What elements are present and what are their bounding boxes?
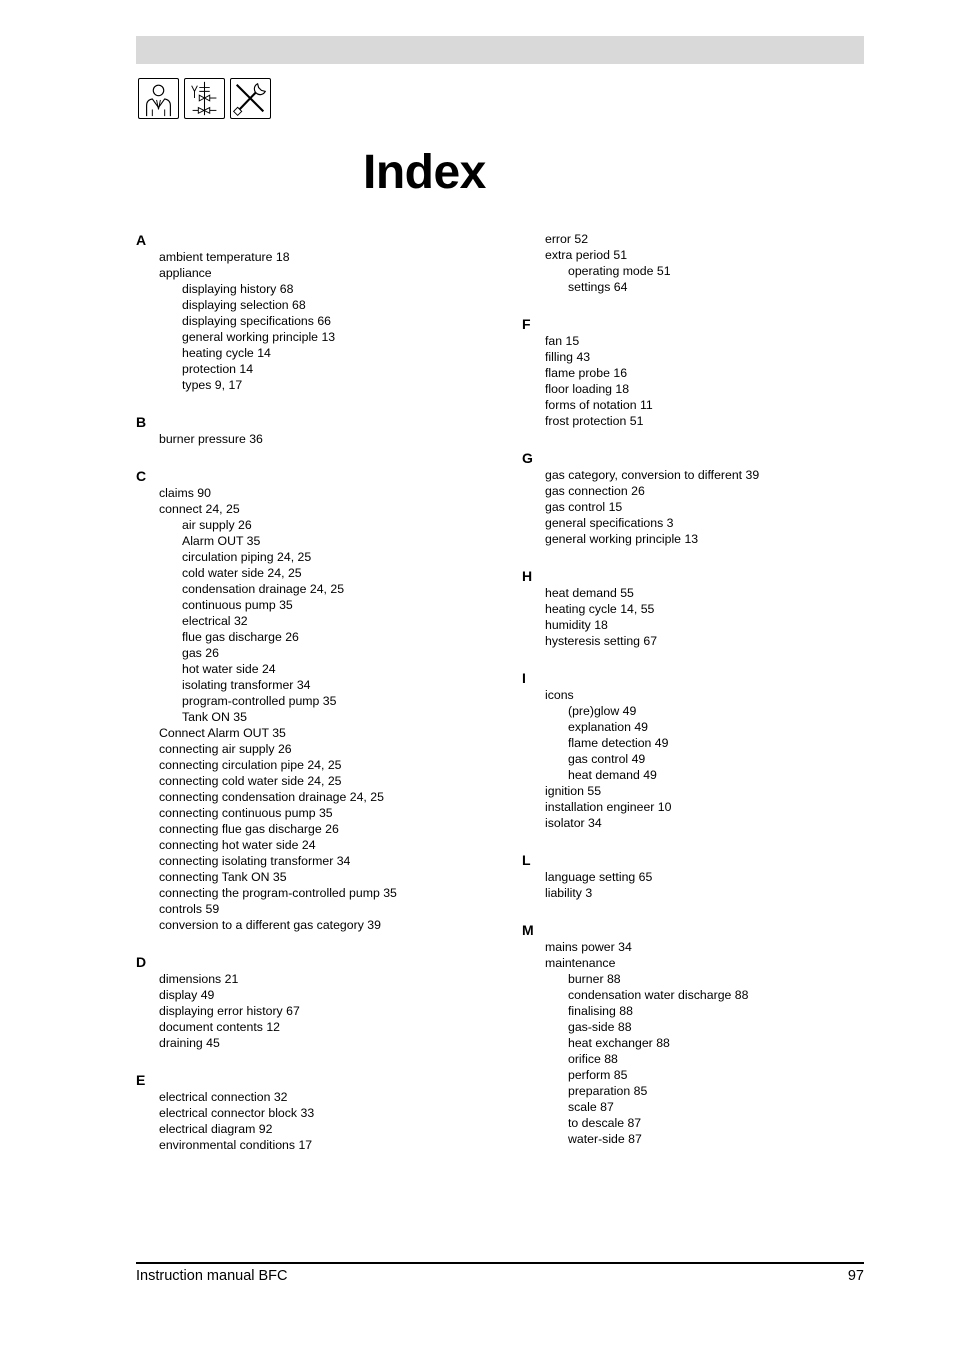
section-letter: G (522, 450, 533, 466)
index-entry: appliance (159, 266, 212, 280)
index-subentry: Tank ON 35 (182, 710, 247, 724)
index-subentry: heat exchanger 88 (568, 1036, 670, 1050)
index-entry: Connect Alarm OUT 35 (159, 726, 286, 740)
index-entry: ambient temperature 18 (159, 250, 290, 264)
index-section (136, 413, 476, 447)
index-subentry: perform 85 (568, 1068, 628, 1082)
index-entry-list (136, 1089, 476, 1153)
index-entry: floor loading 18 (545, 382, 630, 396)
index-subentry: flue gas discharge 26 (182, 630, 299, 644)
index-entry-list (522, 467, 862, 547)
index-entry: language setting 65 (545, 870, 653, 884)
index-entry: filling 43 (545, 350, 591, 364)
index-subentry: continuous pump 35 (182, 598, 293, 612)
tools-icon (230, 78, 271, 119)
index-section (522, 449, 862, 547)
section-letter: B (136, 414, 147, 430)
index-subentry: water-side 87 (568, 1132, 642, 1146)
section-letter: C (136, 468, 147, 484)
index-subentry: explanation 49 (568, 720, 648, 734)
header-bar (136, 36, 864, 64)
index-entry: connecting flue gas discharge 26 (159, 822, 339, 836)
index-section (522, 315, 862, 429)
index-subentry: displaying history 68 (182, 282, 294, 296)
footer-divider (136, 1262, 864, 1264)
index-entry-list (136, 971, 476, 1051)
index-subentry: cold water side 24, 25 (182, 566, 302, 580)
index-entry: heating cycle 14, 55 (545, 602, 655, 616)
index-entry: connecting air supply 26 (159, 742, 292, 756)
section-letter: E (136, 1072, 146, 1088)
index-entry: conversion to a different gas category 39 (159, 918, 381, 932)
index-entry: connecting the program-controlled pump 35 (159, 886, 397, 900)
index-entry: connecting cold water side 24, 25 (159, 774, 342, 788)
index-entry: connecting circulation pipe 24, 25 (159, 758, 342, 772)
index-section (136, 467, 476, 933)
index-subentry: gas 26 (182, 646, 219, 660)
index-subentry: displaying specifications 66 (182, 314, 332, 328)
index-section (136, 953, 476, 1051)
index-entry-list (522, 869, 862, 901)
index-subentry: heat demand 49 (568, 768, 657, 782)
index-entry: document contents 12 (159, 1020, 280, 1034)
index-subentry: air supply 26 (182, 518, 252, 532)
index-subentry: circulation piping 24, 25 (182, 550, 312, 564)
index-entry: isolator 34 (545, 816, 602, 830)
index-entry: flame probe 16 (545, 366, 628, 380)
section-letter: H (522, 568, 533, 584)
index-entry: connecting Tank ON 35 (159, 870, 287, 884)
user-icon (138, 78, 179, 119)
index-entry: general working principle 13 (545, 532, 699, 546)
index-section (136, 1071, 476, 1153)
index-entry: burner pressure 36 (159, 432, 263, 446)
index-section (136, 231, 476, 393)
section-letter: F (522, 316, 531, 332)
index-entry: connecting continuous pump 35 (159, 806, 333, 820)
index-entry: maintenance (545, 956, 616, 970)
index-entry: draining 45 (159, 1036, 220, 1050)
index-entry-list (136, 485, 476, 933)
index-entry: mains power 34 (545, 940, 632, 954)
index-entry: gas control 15 (545, 500, 623, 514)
index-subentry: gas-side 88 (568, 1020, 632, 1034)
index-entry: extra period 51 (545, 248, 628, 262)
index-subentry: condensation drainage 24, 25 (182, 582, 345, 596)
index-subentry: to descale 87 (568, 1116, 642, 1130)
index-subentry: gas control 49 (568, 752, 646, 766)
index-subentry: general working principle 13 (182, 330, 336, 344)
index-subentry: condensation water discharge 88 (568, 988, 749, 1002)
index-subentry: isolating transformer 34 (182, 678, 311, 692)
index-entry-list (522, 333, 862, 429)
index-entry: heat demand 55 (545, 586, 634, 600)
index-entry: liability 3 (545, 886, 593, 900)
section-letter: A (136, 232, 147, 248)
index-entry-list (522, 687, 862, 831)
index-entry: hysteresis setting 67 (545, 634, 658, 648)
valve-icon (184, 78, 225, 119)
index-entry: fan 15 (545, 334, 580, 348)
index-subentry: operating mode 51 (568, 264, 671, 278)
index-subentry: settings 64 (568, 280, 628, 294)
index-entry: ignition 55 (545, 784, 602, 798)
index-section (522, 669, 862, 831)
index-entry: display 49 (159, 988, 215, 1002)
index-entry: claims 90 (159, 486, 211, 500)
index-entry: forms of notation 11 (545, 398, 653, 412)
index-entry: environmental conditions 17 (159, 1138, 313, 1152)
section-letter: D (136, 954, 147, 970)
index-entry: electrical diagram 92 (159, 1122, 273, 1136)
index-entry: electrical connection 32 (159, 1090, 288, 1104)
index-subentry: displaying selection 68 (182, 298, 306, 312)
index-entry-list (522, 585, 862, 649)
index-column-left (136, 231, 476, 1173)
index-section (522, 851, 862, 901)
index-entry: controls 59 (159, 902, 220, 916)
index-entry: connecting hot water side 24 (159, 838, 316, 852)
index-column-right (522, 231, 862, 1167)
section-letter: M (522, 922, 534, 938)
index-subentry: orifice 88 (568, 1052, 618, 1066)
section-letter: I (522, 670, 526, 686)
index-entry: gas connection 26 (545, 484, 645, 498)
index-subentry: scale 87 (568, 1100, 614, 1114)
index-subentry: flame detection 49 (568, 736, 669, 750)
index-entry: installation engineer 10 (545, 800, 672, 814)
index-section (522, 921, 862, 1147)
index-entry: gas category, conversion to different 39 (545, 468, 760, 482)
index-subentry: (pre)glow 49 (568, 704, 637, 718)
page-title: Index (363, 146, 486, 199)
index-entry: general specifications 3 (545, 516, 674, 530)
index-subentry: electrical 32 (182, 614, 248, 628)
index-entry: humidity 18 (545, 618, 608, 632)
index-subentry: finalising 88 (568, 1004, 633, 1018)
index-subentry: burner 88 (568, 972, 621, 986)
index-entry: connecting condensation drainage 24, 25 (159, 790, 384, 804)
index-entry: frost protection 51 (545, 414, 644, 428)
index-entry: connecting isolating transformer 34 (159, 854, 351, 868)
index-subentry: heating cycle 14 (182, 346, 271, 360)
audience-icons (138, 78, 271, 119)
index-entry: dimensions 21 (159, 972, 239, 986)
index-subentry: types 9, 17 (182, 378, 243, 392)
index-subentry: hot water side 24 (182, 662, 276, 676)
index-entry-list (522, 939, 862, 1147)
index-entry-list (522, 231, 862, 295)
section-letter: L (522, 852, 531, 868)
index-entry: connect 24, 25 (159, 502, 240, 516)
index-subentry: preparation 85 (568, 1084, 648, 1098)
index-entry-list (136, 249, 476, 393)
footer-manual-title: Instruction manual BFC (136, 1268, 288, 1284)
page-number: 97 (847, 1268, 864, 1284)
index-section (522, 231, 862, 295)
index-entry-list (136, 431, 476, 447)
index-subentry: program-controlled pump 35 (182, 694, 337, 708)
index-entry: error 52 (545, 232, 589, 246)
index-entry: displaying error history 67 (159, 1004, 300, 1018)
index-entry: electrical connector block 33 (159, 1106, 315, 1120)
index-subentry: Alarm OUT 35 (182, 534, 261, 548)
index-subentry: protection 14 (182, 362, 254, 376)
index-section (522, 567, 862, 649)
index-entry: icons (545, 688, 574, 702)
